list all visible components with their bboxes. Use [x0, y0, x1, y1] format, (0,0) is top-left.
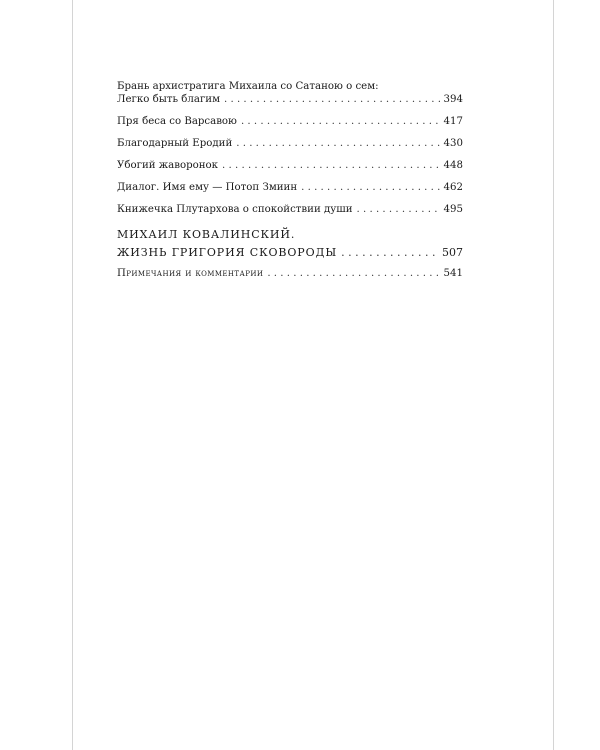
page-edge-right [553, 0, 554, 750]
toc-section-title: ЖИЗНЬ ГРИГОРИЯ СКОВОРОДЫ [117, 246, 338, 259]
toc-entry [117, 159, 463, 172]
toc-entry-page: 394 [443, 94, 463, 105]
toc-entry-page: 430 [443, 138, 463, 149]
toc-entry-page: 417 [443, 116, 463, 127]
dot-leader [357, 203, 441, 216]
toc-entry [117, 115, 463, 128]
dot-leader [241, 115, 441, 128]
dot-leader [236, 137, 440, 150]
toc-entry-title: Диалог. Имя ему — Потоп Змиин [117, 182, 298, 193]
toc-entry [117, 137, 463, 150]
toc-entry-title: Легко быть благим [117, 94, 220, 105]
toc-entry-notes [117, 267, 463, 280]
toc-entry-title: Убогий жаворонок [117, 160, 219, 171]
toc-section-line [117, 245, 463, 261]
toc-section-author: МИХАИЛ КОВАЛИНСКИЙ. [117, 228, 296, 241]
toc-entry-page: 448 [443, 160, 463, 171]
toc-entry-page: 507 [442, 246, 463, 259]
dot-leader [301, 181, 440, 194]
toc-entry-page: 462 [443, 182, 463, 193]
toc-section [117, 227, 463, 261]
toc-entry-heading: Брань архистратига Михаила со Сатаною о сем: [117, 81, 379, 92]
dot-leader [341, 245, 439, 261]
dot-leader [267, 267, 440, 280]
toc-entry-line [117, 93, 463, 106]
toc-entry-title: Примечания и комментарии [117, 268, 264, 279]
toc-entry-title: Книжечка Плутархова о спокойствии души [117, 204, 353, 215]
toc-entry-page: 495 [443, 204, 463, 215]
table-of-contents [117, 80, 463, 280]
toc-entry-page: 541 [443, 268, 463, 279]
page-edge-left [72, 0, 73, 750]
toc-entry [117, 80, 463, 106]
dot-leader [224, 93, 441, 106]
toc-entry [117, 203, 463, 216]
toc-entry-title: Пря беса со Варсавою [117, 116, 237, 127]
dot-leader [222, 159, 441, 172]
toc-entry-title: Благодарный Еродий [117, 138, 233, 149]
toc-entry [117, 181, 463, 194]
